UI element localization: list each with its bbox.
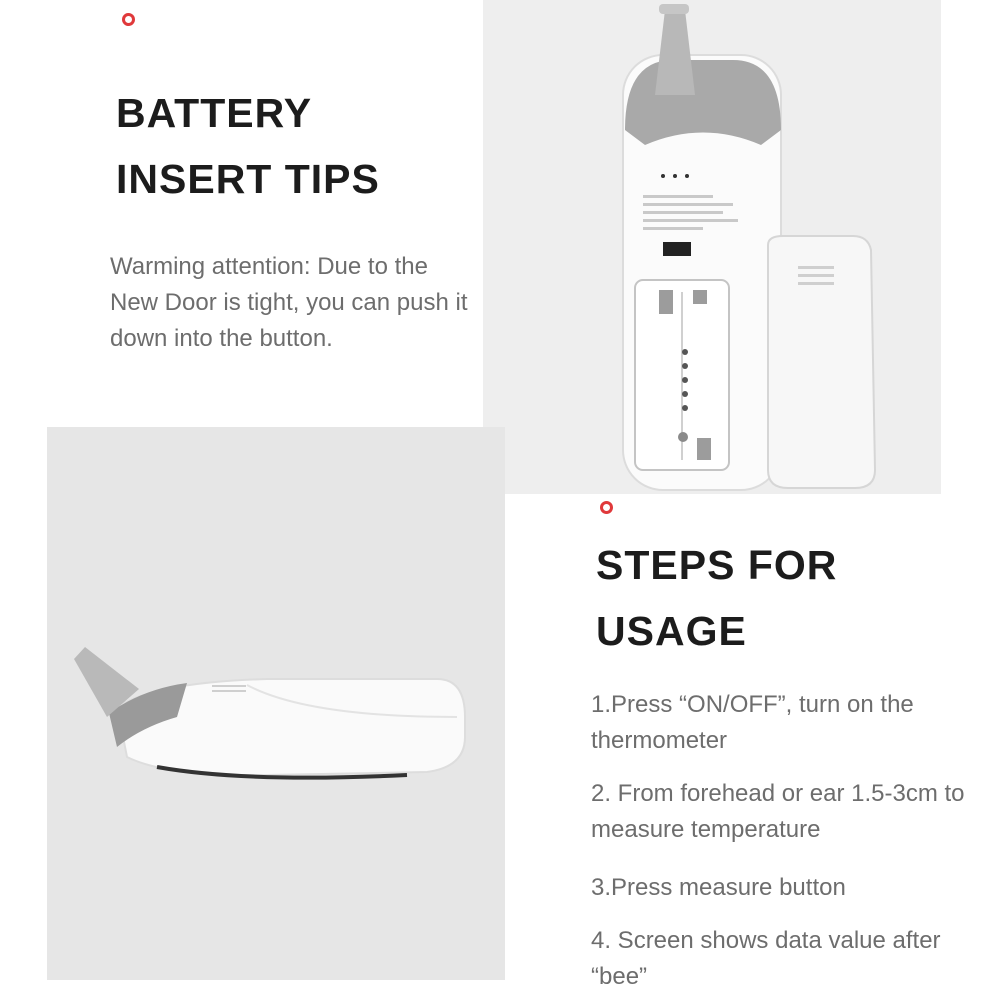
usage-steps-heading: STEPS FOR USAGE <box>596 542 838 654</box>
battery-compartment-illustration <box>483 0 941 494</box>
battery-tips-heading: BATTERY INSERT TIPS <box>116 90 380 202</box>
thermometer-side-illustration <box>47 427 505 980</box>
section-marker-icon <box>600 501 613 514</box>
battery-compartment-photo <box>483 0 941 494</box>
thermometer-side-photo <box>47 427 505 980</box>
usage-step: 2. From forehead or ear 1.5-3cm to measure temperature <box>591 780 965 843</box>
usage-step: 4. Screen shows data value after “bee” <box>591 927 941 990</box>
battery-warning-note: Warming attention: Due to the New Door is tight, you can push it down into the button. <box>110 253 468 352</box>
usage-step: 3.Press measure button <box>591 874 846 901</box>
section-marker-icon <box>122 13 135 26</box>
usage-step: 1.Press “ON/OFF”, turn on the thermometer <box>591 691 914 754</box>
